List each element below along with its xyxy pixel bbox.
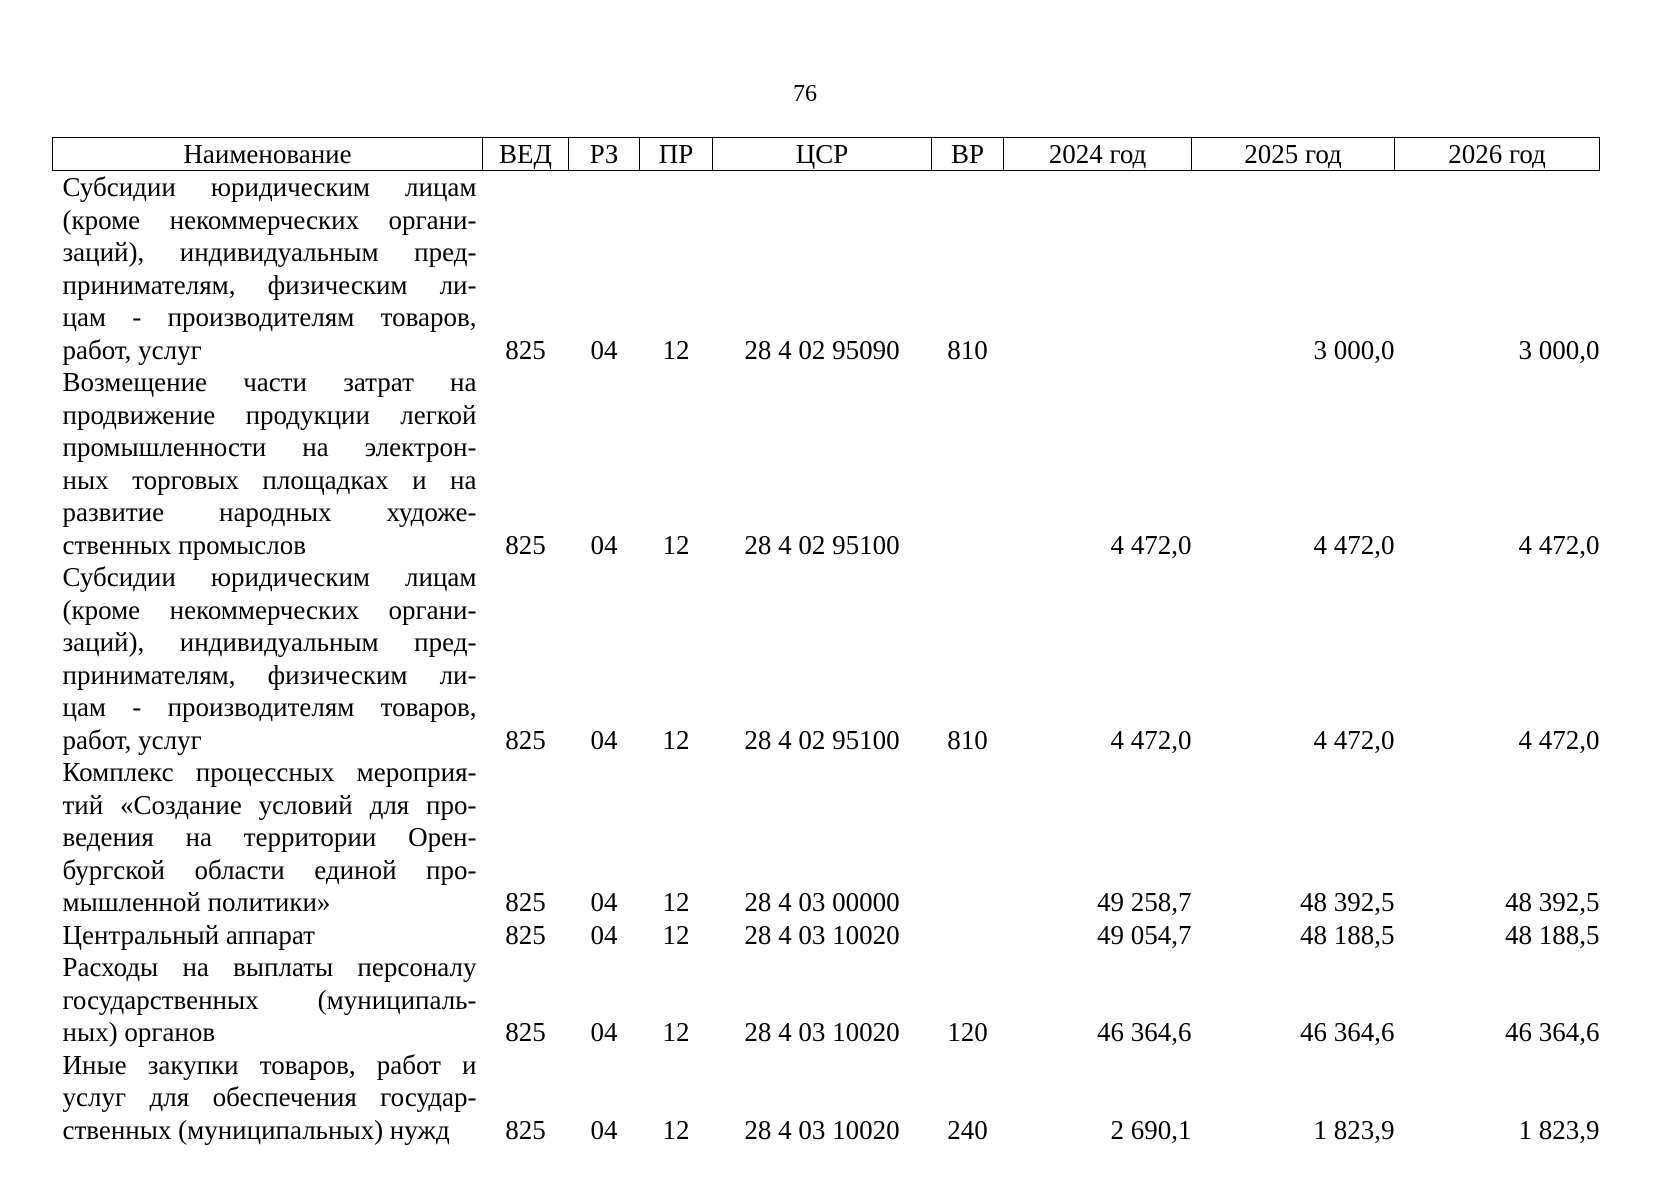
cell-2025: 4 472,0: [1313, 529, 1395, 560]
cell-2024: 49 258,7: [1097, 887, 1192, 917]
name-line: тий «Создание условий для про-: [62, 789, 477, 820]
name-line: бургской области единой про-: [62, 854, 477, 885]
name-line: цам - производителям товаров,: [62, 692, 477, 722]
cell-pr: 12: [662, 529, 690, 560]
cell-ved: 825: [505, 724, 546, 755]
name-line: Иные закупки товаров, работ и: [62, 1049, 477, 1080]
table-row: [53, 756, 1600, 919]
header-2025: 2025 год: [1192, 138, 1395, 171]
cell-pr: 12: [662, 724, 690, 755]
name-line: мышленной политики»: [62, 887, 331, 917]
cell-rz: 04: [590, 724, 618, 755]
cell-vr: 810: [947, 334, 988, 365]
name-line: Субсидии юридическим лицам: [62, 172, 477, 202]
name-line: принимателям, физическим ли-: [62, 269, 477, 300]
cell-2026: 48 392,5: [1505, 887, 1600, 917]
cell-csr: 28 4 02 95090: [744, 334, 900, 365]
cell-name: [53, 366, 483, 561]
cell-pr: 12: [662, 887, 690, 917]
cell-2025: 1 823,9: [1313, 1114, 1395, 1145]
cell-rz: 04: [590, 529, 618, 560]
cell-vr: 810: [947, 724, 988, 755]
name-line: заций), индивидуальным пред-: [62, 237, 477, 267]
name-line: Комплекс процессных мероприя-: [62, 757, 477, 787]
cell-2026: 4 472,0: [1518, 529, 1600, 560]
name-line: Субсидии юридическим лицам: [62, 562, 477, 592]
table-row: [53, 561, 1600, 756]
cell-vr: [932, 919, 1004, 952]
cell-2024: 2 690,1: [1110, 1114, 1192, 1145]
header-vr: ВР: [932, 138, 1004, 171]
cell-vr: [932, 756, 1004, 919]
name-line: Расходы на выплаты персоналу: [62, 952, 477, 982]
cell-vr: [932, 366, 1004, 561]
cell-pr: 12: [662, 1114, 690, 1145]
cell-csr: 28 4 03 00000: [744, 887, 900, 917]
name-line: принимателям, физическим ли-: [62, 659, 477, 690]
page-number: 76: [793, 81, 817, 107]
header-2026: 2026 год: [1395, 138, 1600, 171]
header-2024: 2024 год: [1004, 138, 1192, 171]
name-line: государственных (муниципаль-: [62, 984, 477, 1015]
cell-vr: 240: [947, 1114, 988, 1145]
cell-2024: 4 472,0: [1110, 529, 1192, 560]
cell-ved: 825: [505, 1017, 546, 1047]
cell-rz: 04: [590, 1017, 618, 1047]
cell-2025: 48 188,5: [1300, 919, 1395, 950]
cell-csr: 28 4 02 95100: [744, 724, 900, 755]
cell-2026: 3 000,0: [1518, 334, 1600, 365]
cell-ved: 825: [505, 887, 546, 917]
cell-2024: 46 364,6: [1097, 1017, 1192, 1047]
name-line: ных) органов: [62, 1017, 216, 1047]
header-pr: ПР: [640, 138, 713, 171]
cell-pr: 12: [662, 334, 690, 365]
cell-rz: 04: [590, 919, 618, 950]
cell-csr: 28 4 02 95100: [744, 529, 900, 560]
name-line: заций), индивидуальным пред-: [62, 627, 477, 657]
name-line: развитие народных художе-: [62, 497, 477, 527]
cell-2024: [1004, 171, 1192, 367]
cell-2025: 46 364,6: [1300, 1017, 1395, 1047]
cell-ved: 825: [505, 529, 546, 560]
cell-2025: 48 392,5: [1300, 887, 1395, 917]
cell-name: [53, 561, 483, 756]
name-line: работ, услуг: [62, 724, 202, 755]
cell-ved: 825: [505, 334, 546, 365]
cell-name: [53, 171, 483, 367]
name-line: (кроме некоммерческих органи-: [62, 594, 477, 625]
header-name: Наименование: [53, 138, 483, 171]
table-row: [53, 951, 1600, 1049]
table-header-row: [53, 138, 1600, 171]
cell-pr: 12: [662, 1017, 690, 1047]
cell-ved: 825: [505, 1114, 546, 1145]
cell-2026: 46 364,6: [1505, 1017, 1600, 1047]
cell-rz: 04: [590, 887, 618, 917]
cell-ved: 825: [505, 919, 546, 950]
name-line: Центральный аппарат: [62, 919, 315, 950]
table-row: [53, 919, 1600, 952]
cell-2025: 4 472,0: [1313, 724, 1395, 755]
cell-name: [53, 1049, 483, 1147]
cell-csr: 28 4 03 10020: [744, 1114, 900, 1145]
name-line: ведения на территории Орен-: [62, 822, 477, 852]
name-line: продвижение продукции легкой: [62, 399, 477, 430]
name-line: ственных промыслов: [62, 529, 307, 560]
cell-rz: 04: [590, 1114, 618, 1145]
name-line: (кроме некоммерческих органи-: [62, 204, 477, 235]
cell-csr: 28 4 03 10020: [744, 919, 900, 950]
name-line: цам - производителям товаров,: [62, 302, 477, 332]
table-row: [53, 1049, 1600, 1147]
name-line: работ, услуг: [62, 334, 202, 365]
cell-rz: 04: [590, 334, 618, 365]
cell-vr: 120: [947, 1017, 988, 1047]
cell-pr: 12: [662, 919, 690, 950]
cell-csr: 28 4 03 10020: [744, 1017, 900, 1047]
cell-name: [53, 919, 483, 952]
cell-2026: 1 823,9: [1518, 1114, 1600, 1145]
header-csr: ЦСР: [713, 138, 932, 171]
cell-name: [53, 951, 483, 1049]
name-line: промышленности на электрон-: [62, 432, 477, 462]
header-ved: ВЕД: [483, 138, 569, 171]
cell-2024: 4 472,0: [1110, 724, 1192, 755]
name-line: услуг для обеспечения государ-: [62, 1082, 477, 1112]
cell-2026: 4 472,0: [1518, 724, 1600, 755]
cell-2025: 3 000,0: [1313, 334, 1395, 365]
cell-name: [53, 756, 483, 919]
table-row: [53, 366, 1600, 561]
cell-2024: 49 054,7: [1097, 919, 1192, 950]
table-body: [53, 171, 1600, 1147]
name-line: ных торговых площадках и на: [62, 464, 477, 495]
header-rz: РЗ: [569, 138, 640, 171]
name-line: Возмещение части затрат на: [62, 367, 477, 397]
cell-2026: 48 188,5: [1505, 919, 1600, 950]
table-row: [53, 171, 1600, 367]
name-line: ственных (муниципальных) нужд: [62, 1114, 450, 1145]
budget-table: [52, 137, 1600, 1146]
